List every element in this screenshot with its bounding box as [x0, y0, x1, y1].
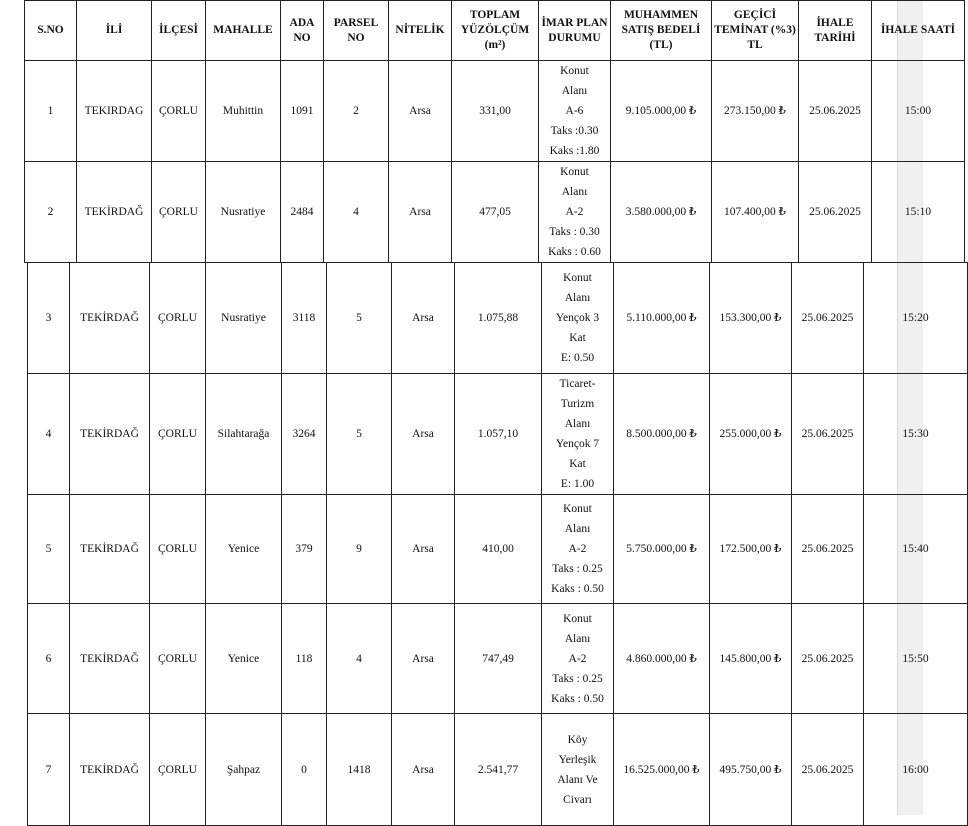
cell-sno: 1	[25, 61, 77, 162]
cell-parsel: 4	[324, 162, 389, 263]
cell-il: TEKİRDAĞ	[70, 495, 150, 604]
imar-line: A-2	[568, 543, 587, 555]
imar-line: Kaks : 0.50	[551, 583, 604, 595]
header-nitelik: NİTELİK	[389, 1, 452, 61]
cell-il: TEKİRDAĞ	[70, 374, 150, 495]
cell-teminat: 495.750,00 ₺	[710, 714, 792, 826]
cell-ada: 118	[282, 604, 327, 714]
cell-nitelik: Arsa	[389, 61, 452, 162]
header-yuzolcum: TOPLAM YÜZÖLÇÜM (m²)	[452, 1, 539, 61]
cell-ilce: ÇORLU	[150, 374, 206, 495]
cell-yuzolcum: 477,05	[452, 162, 539, 263]
cell-imar	[539, 61, 611, 162]
imar-line: Konut	[563, 272, 592, 284]
cell-bedel: 9.105.000,00 ₺	[611, 61, 712, 162]
cell-ada: 3118	[282, 263, 327, 374]
cell-imar	[539, 162, 611, 263]
cell-parsel: 5	[327, 263, 392, 374]
cell-bedel: 5.750.000,00 ₺	[614, 495, 710, 604]
cell-sno: 2	[25, 162, 77, 263]
imar-line: Alanı	[564, 523, 591, 535]
cell-imar	[542, 604, 614, 714]
cell-yuzolcum: 2.541,77	[455, 714, 542, 826]
cell-il: TEKİRDAĞ	[70, 714, 150, 826]
cell-bedel: 3.580.000,00 ₺	[611, 162, 712, 263]
cell-parsel: 1418	[327, 714, 392, 826]
cell-il: TEKİRDAĞ	[70, 263, 150, 374]
imar-line: E: 1.00	[560, 478, 595, 490]
table-row	[25, 61, 965, 162]
imar-line: Yerleşik	[558, 753, 597, 766]
cell-mahalle: Nusratiye	[206, 263, 282, 374]
cell-sno: 7	[28, 714, 70, 826]
header-imar: İMAR PLAN DURUMU	[539, 1, 611, 61]
header-teminat: GEÇİCİ TEMİNAT (%3) TL	[712, 1, 799, 61]
imar-line: Kaks :1.80	[549, 145, 600, 157]
imar-line: Taks : 0.30	[549, 226, 600, 238]
cell-saat: 15:20	[864, 263, 968, 374]
cell-imar	[542, 495, 614, 604]
tender-table-part-1	[24, 0, 956, 258]
cell-parsel: 9	[327, 495, 392, 604]
imar-line: Taks : 0.25	[552, 563, 603, 575]
cell-yuzolcum: 410,00	[455, 495, 542, 604]
cell-ada: 2484	[281, 162, 324, 263]
cell-teminat: 172.500,00 ₺	[710, 495, 792, 604]
cell-yuzolcum: 1.075,88	[455, 263, 542, 374]
cell-bedel: 8.500.000,00 ₺	[614, 374, 710, 495]
cell-tarih: 25.06.2025	[792, 374, 864, 495]
imar-line: Konut	[560, 65, 589, 77]
imar-line: A-2	[565, 206, 584, 218]
cell-saat: 15:30	[864, 374, 968, 495]
cell-ilce: ÇORLU	[150, 495, 206, 604]
cell-teminat: 255.000,00 ₺	[710, 374, 792, 495]
cell-bedel: 4.860.000,00 ₺	[614, 604, 710, 714]
imar-line: Yençok 7	[555, 438, 600, 450]
cell-ada: 379	[282, 495, 327, 604]
imar-line: Köy	[567, 733, 588, 746]
cell-tarih: 25.06.2025	[792, 604, 864, 714]
cell-mahalle: Nusratiye	[206, 162, 281, 263]
header-saat: İHALE SAATİ	[872, 1, 965, 61]
header-bedel: MUHAMMEN SATIŞ BEDELİ (TL)	[611, 1, 712, 61]
cell-yuzolcum: 747,49	[455, 604, 542, 714]
cell-teminat: 145.800,00 ₺	[710, 604, 792, 714]
cell-tarih: 25.06.2025	[792, 714, 864, 826]
cell-nitelik: Arsa	[392, 604, 455, 714]
imar-line: Yençok 3	[555, 312, 600, 324]
table-row	[28, 604, 968, 714]
header-sno: S.NO	[25, 1, 77, 61]
cell-sno: 4	[28, 374, 70, 495]
cell-nitelik: Arsa	[392, 714, 455, 826]
imar-line: Konut	[563, 503, 592, 515]
cell-imar	[542, 374, 614, 495]
cell-parsel: 2	[324, 61, 389, 162]
imar-line: Kat	[569, 458, 586, 470]
header-ada-no: ADA NO	[281, 1, 324, 61]
cell-il: TEKIRDAG	[77, 61, 152, 162]
imar-line: A-6	[565, 105, 584, 117]
cell-parsel: 4	[327, 604, 392, 714]
cell-nitelik: Arsa	[389, 162, 452, 263]
table-row	[25, 162, 965, 263]
tender-table-part-2	[27, 262, 929, 815]
imar-line: Kaks : 0.50	[551, 692, 604, 705]
table-row	[28, 714, 968, 826]
cell-nitelik: Arsa	[392, 374, 455, 495]
cell-nitelik: Arsa	[392, 495, 455, 604]
cell-yuzolcum: 1.057,10	[455, 374, 542, 495]
imar-line: Turizm	[560, 398, 595, 410]
imar-line: Alanı	[564, 418, 591, 430]
header-tarih: İHALE TARİHİ	[799, 1, 872, 61]
cell-ada: 0	[282, 714, 327, 826]
imar-line: Ticaret-	[559, 378, 596, 390]
cell-sno: 3	[28, 263, 70, 374]
imar-line: Alanı Ve	[557, 773, 598, 786]
cell-ada: 1091	[281, 61, 324, 162]
header-mahalle: MAHALLE	[206, 1, 281, 61]
cell-ada: 3264	[282, 374, 327, 495]
cell-saat: 15:10	[872, 162, 965, 263]
imar-line: Taks :0.30	[550, 125, 599, 137]
imar-line: Taks : 0.25	[552, 672, 603, 685]
cell-tarih: 25.06.2025	[799, 61, 872, 162]
cell-ilce: ÇORLU	[152, 162, 206, 263]
cell-ilce: ÇORLU	[150, 604, 206, 714]
imar-line: Alanı	[561, 85, 588, 97]
cell-il: TEKİRDAĞ	[70, 604, 150, 714]
cell-sno: 5	[28, 495, 70, 604]
imar-line: Alanı	[564, 292, 591, 304]
cell-tarih: 25.06.2025	[792, 263, 864, 374]
cell-imar	[542, 263, 614, 374]
cell-tarih: 25.06.2025	[792, 495, 864, 604]
imar-line: E: 0.50	[560, 352, 595, 364]
cell-yuzolcum: 331,00	[452, 61, 539, 162]
cell-mahalle: Silahtarağa	[206, 374, 282, 495]
header-ilce: İLÇESİ	[152, 1, 206, 61]
table-row	[28, 495, 968, 604]
table-row	[28, 374, 968, 495]
imar-line: Kat	[569, 332, 586, 344]
imar-line: Kaks : 0.60	[548, 246, 601, 258]
cell-ilce: ÇORLU	[152, 61, 206, 162]
table-row	[28, 263, 968, 374]
header-il: İLİ	[77, 1, 152, 61]
cell-saat: 15:50	[864, 604, 968, 714]
cell-imar	[542, 714, 614, 826]
imar-line: A-2	[568, 652, 587, 665]
cell-saat: 15:00	[872, 61, 965, 162]
cell-mahalle: Muhittin	[206, 61, 281, 162]
cell-bedel: 16.525.000,00 ₺	[614, 714, 710, 826]
imar-line: Alanı	[561, 186, 588, 198]
imar-line: Alanı	[564, 632, 591, 645]
imar-line: Konut	[560, 166, 589, 178]
cell-mahalle: Şahpaz	[206, 714, 282, 826]
cell-sno: 6	[28, 604, 70, 714]
cell-saat: 16:00	[864, 714, 968, 826]
header-row	[25, 1, 965, 61]
cell-teminat: 107.400,00 ₺	[712, 162, 799, 263]
cell-tarih: 25.06.2025	[799, 162, 872, 263]
cell-mahalle: Yenice	[206, 604, 282, 714]
cell-parsel: 5	[327, 374, 392, 495]
cell-teminat: 153.300,00 ₺	[710, 263, 792, 374]
cell-ilce: ÇORLU	[150, 263, 206, 374]
cell-nitelik: Arsa	[392, 263, 455, 374]
cell-mahalle: Yenice	[206, 495, 282, 604]
imar-line: Civarı	[563, 793, 592, 806]
imar-line: Konut	[563, 612, 592, 625]
header-parsel-no: PARSEL NO	[324, 1, 389, 61]
cell-teminat: 273.150,00 ₺	[712, 61, 799, 162]
cell-bedel: 5.110.000,00 ₺	[614, 263, 710, 374]
cell-ilce: ÇORLU	[150, 714, 206, 826]
cell-saat: 15:40	[864, 495, 968, 604]
cell-il: TEKİRDAĞ	[77, 162, 152, 263]
